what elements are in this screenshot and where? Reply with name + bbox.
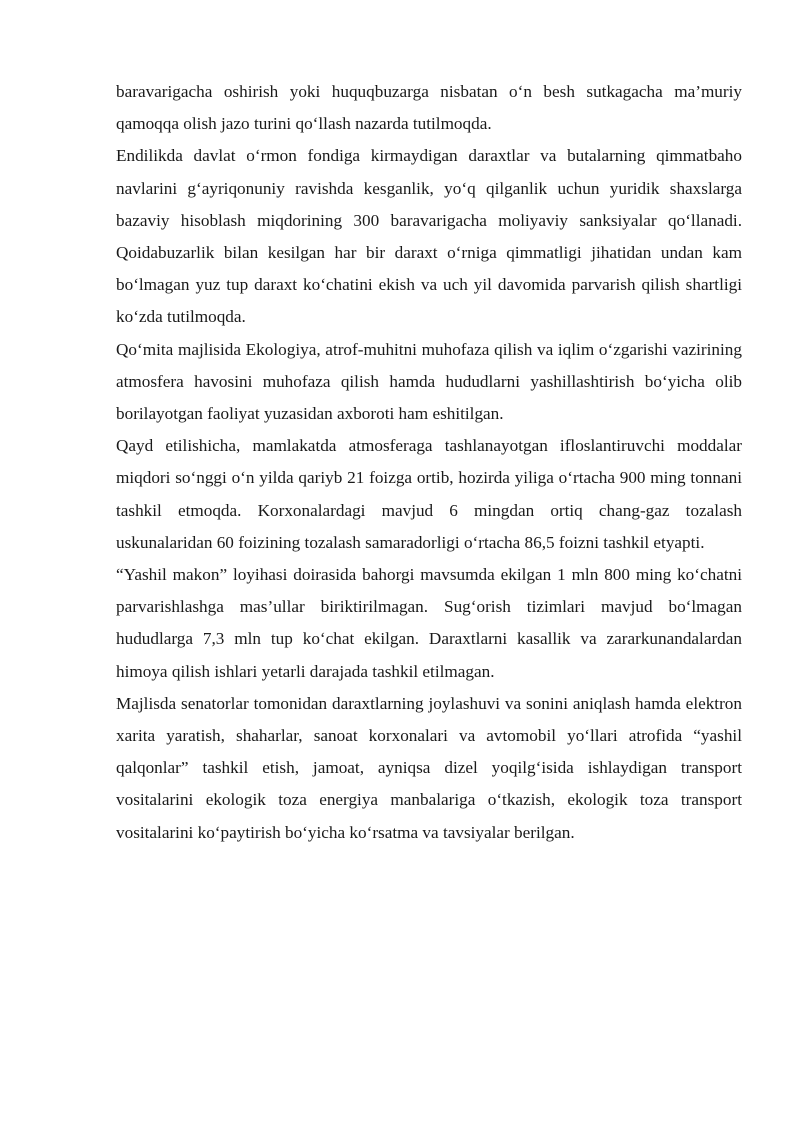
paragraph-yashil-makon: “Yashil makon” loyihasi doirasida bahorgi mavsumda ekilgan 1 mln 800 ming ko‘chatni parvarishlashga mas’ullar biriktirilmagan. Sug‘orish tizimlari mavjud bo‘lmagan hududlarga 7,3 mln tup ko‘chat ekilgan. Daraxtlarni kasallik va zararkunandalardan himoya qilish ishlari yetarli darajada tashkil etilmagan. — [116, 565, 742, 681]
paragraph-senators-recommendations: Majlisda senatorlar tomonidan daraxtlarning joylashuvi va sonini aniqlash hamda elektron xarita yaratish, shaharlar, sanoat korxonalari va avtomobil yo‘llari atrofida “yashil qalqonlar” tashkil etish, jamoat, ayniqsa dizel yoqilg‘isida ishlaydigan transport vositalarini ekologik toza energiya manbalariga o‘tkazish, ekologik toza transport vositalarini ko‘paytirish bo‘yicha ko‘rsatma va tavsiyalar berilgan. — [116, 693, 742, 842]
paragraph-air-pollution: Qayd etilishicha, mamlakatda atmosferaga tashlanayotgan ifloslantiruvchi moddalar miqdori so‘nggi o‘n yilda qariyb 21 foizga ortib, hozirda yiliga o‘rtacha 900 ming tonnani tashkil etmoqda. Korxonalardagi mavjud 6 mingdan ortiq chang-gaz tozalash uskunalaridan 60 foizining tozalash samaradorligi o‘rtacha 86,5 foizni tashkil etyapti. — [116, 436, 742, 552]
document-page — [116, 76, 742, 849]
paragraph-sanctions: Endilikda davlat o‘rmon fondiga kirmaydigan daraxtlar va butalarning qimmatbaho navlarini g‘ayriqonuniy ravishda kesganlik, yo‘q qilganlik uchun yuridik shaxslarga bazaviy hisoblash miqdorining 300 baravarigacha moliyaviy sanksiyalar qo‘llanadi. Qoidabuzarlik bilan kesilgan har bir daraxt o‘rniga qimmatligi jihatidan undan kam bo‘lmagan yuz tup daraxt ko‘chatini ekish va uch yil davomida parvarish qilish shartligi ko‘zda tutilmoqda. — [116, 146, 742, 327]
paragraph-committee-meeting: Qo‘mita majlisida Ekologiya, atrof-muhitni muhofaza qilish va iqlim o‘zgarishi vazirining atmosfera havosini muhofaza qilish hamda hududlarni yashillashtirish bo‘yicha olib borilayotgan faoliyat yuzasidan axboroti ham eshitilgan. — [116, 339, 742, 424]
paragraph-penalty-continuation: baravarigacha oshirish yoki huquqbuzarga nisbatan o‘n besh sutkagacha ma’muriy qamoqqa olish jazo turini qo‘llash nazarda tutilmoqda. — [116, 82, 742, 134]
